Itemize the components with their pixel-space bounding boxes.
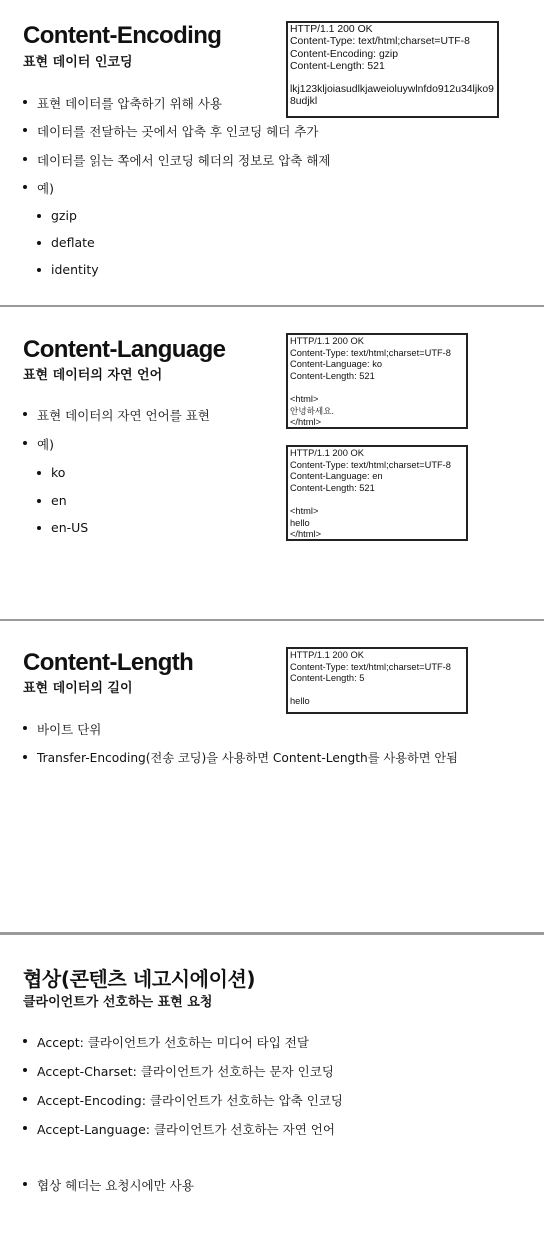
bullet-icon (23, 1068, 27, 1072)
body-text: hello (290, 696, 310, 707)
blank-line (290, 382, 464, 394)
bullet-icon (37, 241, 41, 245)
slide-divider (0, 619, 544, 621)
status-line: HTTP/1.1 200 OK (290, 336, 364, 346)
blank-line (290, 494, 464, 506)
content-type-header: Content-Type: text/html;charset=UTF-8 (290, 661, 451, 672)
content-length-header: Content-Length: 521 (290, 482, 375, 493)
http-response-example (286, 21, 499, 118)
bullet-icon (37, 471, 41, 475)
status-line: HTTP/1.1 200 OK (290, 448, 364, 458)
html-close-tag: </html> (290, 529, 322, 540)
html-open-tag: <html> (290, 393, 319, 404)
slide-subtitle: 클라이언트가 선호하는 표현 요청 (23, 995, 213, 1010)
blank-line (290, 685, 464, 697)
slide-subtitle: 표현 데이터 인코딩 (23, 55, 133, 70)
http-response-example (286, 647, 468, 714)
bullet-icon (23, 1126, 27, 1130)
slide-title: 협상(콘텐츠 네고시에이션) (23, 967, 256, 991)
bullet-icon (23, 726, 27, 730)
html-body-text: 안녕하세요. (290, 405, 334, 416)
slide-title: Content-Language (23, 336, 226, 363)
bullet-icon (23, 100, 27, 104)
bullet-icon (23, 157, 27, 161)
http-response-en (286, 445, 468, 541)
slide-subtitle: 표현 데이터의 길이 (23, 681, 133, 696)
content-length-header: Content-Length: 521 (290, 370, 375, 381)
content-language-header: Content-Language: ko (290, 359, 383, 370)
content-type-header: Content-Type: text/html;charset=UTF-8 (290, 459, 451, 470)
status-line: HTTP/1.1 200 OK (290, 24, 373, 35)
blank-line (290, 74, 495, 84)
status-line: HTTP/1.1 200 OK (290, 650, 364, 660)
bullet-icon (23, 128, 27, 132)
slide-title: Content-Length (23, 649, 194, 676)
bullet-icon (23, 185, 27, 189)
html-close-tag: </html> (290, 417, 322, 428)
content-encoding-header: Content-Encoding: gzip (290, 48, 399, 60)
slide-content-length: Content-Length 표현 데이터의 길이 HTTP/1.1 200 OK Content-Type: text/html;charset=UTF-8 Content-Length: 5 hello 바이트 단위 Transfer-Encoding(전송 코딩)을 사용하면 Content-Length를 사용하면 안됨 (0, 622, 544, 932)
bullet-icon (23, 441, 27, 445)
slide-title: Content-Encoding (23, 22, 222, 49)
html-open-tag: <html> (290, 505, 319, 516)
html-body-text: hello (290, 517, 310, 528)
content-type-header: Content-Type: text/html;charset=UTF-8 (290, 347, 451, 358)
bullet-icon (23, 1182, 27, 1186)
bullet-icon (37, 499, 41, 503)
slide-content-encoding: Content-Encoding 표현 데이터 인코딩 HTTP/1.1 200 OK Content-Type: text/html;charset=UTF-8 Content-Encoding: gzip Content-Length: 521 lkj123kljoiasudlkjaweioluywlnfdo912u34ljko98udjkl 표현 데이터를 압축하기 위해 사용 데이터를 전달하는 곳에서 압축 후 인코딩 헤더 추가 데이터를 읽는 쪽에서 인코딩 헤더의 정보로 압축 해제 예) gzip deflate identity (0, 0, 544, 306)
bullet-icon (37, 214, 41, 218)
content-length-header: Content-Length: 521 (290, 61, 385, 73)
bullet-icon (23, 1097, 27, 1101)
bullet-icon (23, 412, 27, 416)
slide-subtitle: 표현 데이터의 자연 언어 (23, 368, 163, 383)
bullet-icon (23, 1039, 27, 1043)
content-length-header: Content-Length: 5 (290, 673, 365, 684)
slide-content-language: Content-Language 표현 데이터의 자연 언어 HTTP/1.1 200 OK Content-Type: text/html;charset=UTF-8 Content-Language: ko Content-Length: 521 <html> 안녕하세요. </html> HTTP/1.1 200 OK Content-Type: text/html;charset=UTF-8 Content-Language: en Content-Length: 521 <html> hello </html> 표현 데이터의 자연 언어를 표현 예) ko en en-US (0, 308, 544, 620)
slide-content-negotiation: 협상(콘텐츠 네고시에이션) 클라이언트가 선호하는 표현 요청 Accept: 클라이언트가 선호하는 미디어 타입 전달 Accept-Charset: 클라이언트가 선호하는 문자 인코딩 Accept-Encoding: 클라이언트가 선호하는 압축 인코딩 Accept-Language: 클라이언트가 선호하는 자연 언어 협상 헤더는 요청시에만 사용 (0, 935, 544, 1246)
slide-divider (0, 305, 544, 307)
content-language-header: Content-Language: en (290, 471, 383, 482)
compressed-body: lkj123kljoiasudlkjaweioluywlnfdo912u34ljko98udjkl (290, 83, 494, 107)
content-type-header: Content-Type: text/html;charset=UTF-8 (290, 36, 470, 48)
http-response-ko (286, 333, 468, 429)
bullet-icon (37, 268, 41, 272)
bullet-icon (23, 755, 27, 759)
bullet-icon (37, 526, 41, 530)
